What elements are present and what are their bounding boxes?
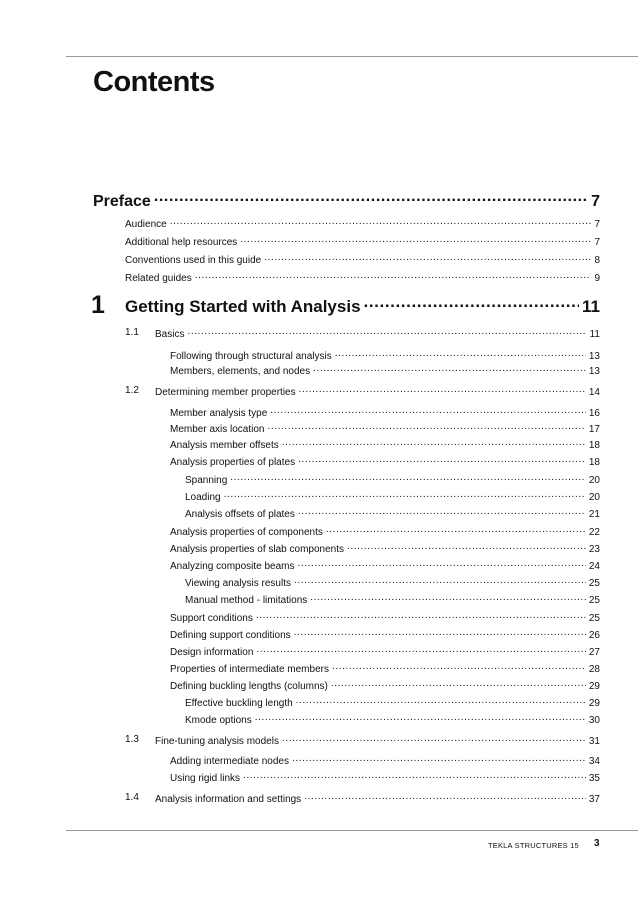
toc-entry[interactable] (185, 593, 600, 606)
toc-label: Defining support conditions (170, 630, 291, 641)
toc-entry[interactable] (170, 662, 600, 675)
toc-label: Basics (155, 329, 185, 340)
toc-entry[interactable] (170, 611, 600, 624)
toc-page: 11 (589, 329, 600, 340)
dot-leader (264, 253, 591, 263)
toc-page: 35 (588, 773, 600, 784)
dot-leader (294, 576, 586, 586)
toc-label: Getting Started with Analysis (125, 297, 361, 316)
toc-page: 17 (588, 424, 600, 435)
toc-label: Following through structural analysis (170, 351, 332, 362)
toc-label: Analysis information and settings (155, 794, 302, 805)
toc-page: 11 (582, 297, 600, 316)
toc-page: 13 (588, 351, 600, 362)
toc-label: Adding intermediate nodes (170, 756, 289, 767)
toc-label: Using rigid links (170, 773, 241, 784)
toc-entry[interactable] (170, 349, 600, 362)
toc-entry[interactable] (185, 713, 600, 726)
toc-entry[interactable] (170, 754, 600, 767)
footer-rule (66, 830, 638, 831)
toc-entry[interactable] (185, 696, 600, 709)
footer-brand: TEKLA STRUCTURES 15 (488, 841, 579, 850)
toc-entry[interactable] (170, 679, 600, 692)
footer-page-number: 3 (594, 838, 600, 849)
dot-leader (187, 327, 586, 337)
dot-leader (170, 217, 592, 227)
toc-entry[interactable] (170, 645, 600, 658)
toc-label: Spanning (185, 475, 228, 486)
toc-label: Analysis member offsets (170, 440, 279, 451)
toc-page: 8 (594, 255, 600, 266)
toc-page: 27 (588, 647, 600, 658)
dot-leader (296, 696, 586, 706)
dot-leader (299, 385, 586, 395)
toc-page: 23 (588, 544, 600, 555)
toc-page: 29 (588, 681, 600, 692)
dot-leader (224, 490, 586, 500)
toc-page: 18 (588, 440, 600, 451)
toc-label: Manual method - limitations (185, 595, 308, 606)
toc-label: Conventions used in this guide (125, 255, 262, 266)
toc-label: Defining buckling lengths (columns) (170, 681, 328, 692)
toc-entry[interactable] (170, 406, 600, 419)
toc-label: Effective buckling length (185, 698, 293, 709)
toc-entry[interactable] (170, 422, 600, 435)
toc-page: 29 (588, 698, 600, 709)
toc-label: Properties of intermediate members (170, 664, 329, 675)
toc-entry[interactable] (170, 525, 600, 538)
toc-label: Analyzing composite beams (170, 561, 295, 572)
toc-page: 9 (594, 273, 600, 284)
toc-entry[interactable] (155, 734, 600, 747)
toc-page: 37 (588, 794, 600, 805)
toc-page: 13 (588, 366, 600, 377)
dot-leader (282, 438, 586, 448)
toc-label: Member axis location (170, 424, 265, 435)
toc-entry[interactable] (185, 507, 600, 520)
dot-leader (270, 406, 586, 416)
section-number: 1.4 (125, 792, 139, 803)
toc-page: 28 (588, 664, 600, 675)
dot-leader (282, 734, 586, 744)
toc-label: Analysis properties of slab components (170, 544, 344, 555)
toc-page: 16 (588, 408, 600, 419)
toc-entry[interactable] (125, 253, 600, 266)
dot-leader (298, 507, 586, 517)
toc-entry[interactable] (170, 628, 600, 641)
dot-leader (326, 525, 586, 535)
toc-entry[interactable] (170, 559, 600, 572)
toc-entry[interactable] (185, 473, 600, 486)
toc-page: 21 (588, 509, 600, 520)
toc-entry[interactable] (170, 438, 600, 451)
toc-page: 22 (588, 527, 600, 538)
toc-label: Analysis offsets of plates (185, 509, 295, 520)
dot-leader (347, 542, 586, 552)
toc-label: Determining member properties (155, 387, 296, 398)
toc-entry[interactable] (125, 271, 600, 284)
toc-entry[interactable] (170, 364, 600, 377)
dot-leader (331, 679, 586, 689)
toc-entry[interactable] (185, 576, 600, 589)
page-title: Contents (93, 66, 215, 98)
toc-label: Fine-tuning analysis models (155, 736, 279, 747)
section-number: 1.3 (125, 734, 139, 745)
dot-leader (243, 771, 586, 781)
toc-page: 25 (588, 595, 600, 606)
section-number: 1.2 (125, 385, 139, 396)
dot-leader (240, 235, 591, 245)
toc-label: Analysis properties of components (170, 527, 323, 538)
dot-leader (294, 628, 586, 638)
section-number: 1.1 (125, 327, 139, 338)
toc-label: Members, elements, and nodes (170, 366, 311, 377)
dot-leader (298, 559, 586, 569)
chapter-number: 1 (91, 291, 105, 319)
toc-page: 25 (588, 578, 600, 589)
toc-label: Viewing analysis results (185, 578, 291, 589)
toc-page: 26 (588, 630, 600, 641)
toc-page: 14 (588, 387, 600, 398)
toc-label: Support conditions (170, 613, 253, 624)
toc-entry-chapter[interactable] (125, 295, 600, 317)
toc-label: Analysis properties of plates (170, 457, 296, 468)
toc-page: 7 (594, 237, 600, 248)
toc-page: 30 (588, 715, 600, 726)
toc-entry[interactable] (170, 771, 600, 784)
dot-leader (332, 662, 586, 672)
toc-page: 18 (588, 457, 600, 468)
dot-leader (335, 349, 586, 359)
toc-entry[interactable] (155, 385, 600, 398)
dot-leader (310, 593, 586, 603)
toc-page: 7 (594, 219, 600, 230)
toc-label: Kmode options (185, 715, 252, 726)
toc-entry-preface[interactable] (93, 190, 600, 211)
dot-leader (298, 455, 586, 465)
dot-leader (292, 754, 586, 764)
toc-entry[interactable] (170, 542, 600, 555)
toc-page: 31 (588, 736, 600, 747)
dot-leader (256, 611, 586, 621)
toc-label: Design information (170, 647, 254, 658)
toc-page: 20 (588, 492, 600, 503)
dot-leader (364, 295, 579, 312)
dot-leader (313, 364, 586, 374)
dot-leader (154, 190, 588, 206)
toc-page: 24 (588, 561, 600, 572)
header-rule (66, 56, 638, 57)
toc-entry[interactable] (170, 455, 600, 468)
toc-entry[interactable] (155, 792, 600, 805)
toc-page: 25 (588, 613, 600, 624)
dot-leader (267, 422, 585, 432)
dot-leader (256, 645, 586, 655)
toc-page: 20 (588, 475, 600, 486)
toc-label: Related guides (125, 273, 192, 284)
dot-leader (195, 271, 592, 281)
toc-label: Preface (93, 193, 151, 210)
dot-leader (230, 473, 586, 483)
toc-label: Loading (185, 492, 221, 503)
toc-label: Member analysis type (170, 408, 268, 419)
toc-label: Additional help resources (125, 237, 238, 248)
toc-entry[interactable] (155, 327, 600, 340)
toc-label: Audience (125, 219, 167, 230)
toc-entry[interactable] (125, 235, 600, 248)
toc-page: 34 (588, 756, 600, 767)
dot-leader (255, 713, 586, 723)
toc-entry[interactable] (125, 217, 600, 230)
toc-page: 7 (591, 193, 600, 210)
dot-leader (304, 792, 586, 802)
toc-entry[interactable] (185, 490, 600, 503)
